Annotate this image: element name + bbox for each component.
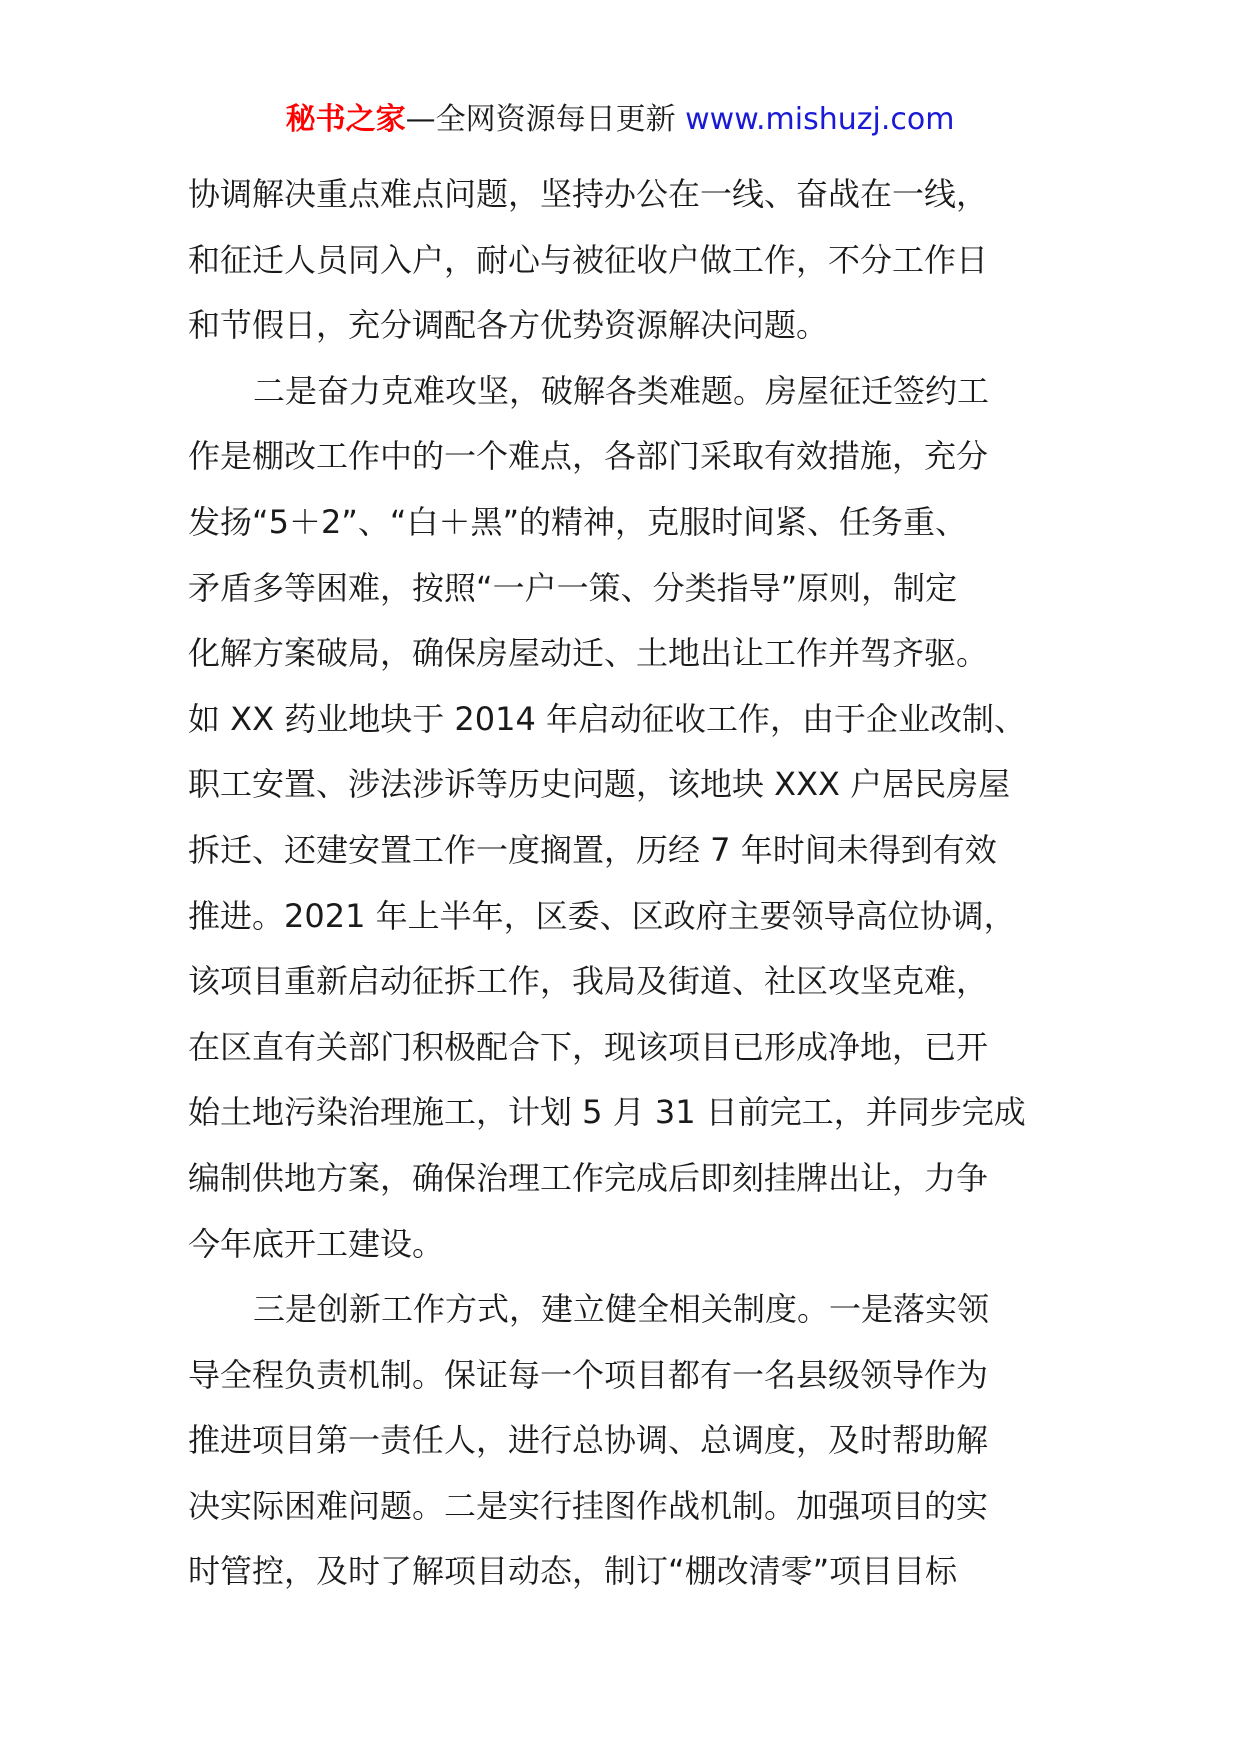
text-line: 发扬“5＋2”、“白＋黑”的精神，克服时间紧、任务重、: [188, 502, 968, 541]
text-line: 和节假日，充分调配各方优势资源解决问题。: [188, 306, 829, 345]
page-header: [0, 98, 1240, 142]
brand-name: 秘书之家: [285, 102, 406, 137]
text-line: 协调解决重点难点问题，坚持办公在一线、奋战在一线，: [188, 175, 989, 213]
text-line: 拆迁、还建安置工作一度搁置，历经 7 年时间未得到有效: [188, 830, 997, 869]
text-line: 时管控，及时了解项目动态，制订“棚改清零”项目目标: [188, 1552, 958, 1591]
document-body: [188, 162, 1058, 1605]
text-line: 职工安置、涉法涉诉等历史问题，该地块 XXX 户居民房屋: [188, 765, 1011, 804]
text-line: 化解方案破局，确保房屋动迁、土地出让工作并驾齐驱。: [188, 634, 989, 673]
text-line: 如 XX 药业地块于 2014 年启动征收工作，由于企业改制、: [188, 699, 1026, 738]
text-line: 决实际困难问题。二是实行挂图作战机制。加强项目的实: [188, 1486, 989, 1525]
paragraph-first-line: 二是奋力克难攻坚，破解各类难题。房屋征迁签约工: [253, 371, 990, 410]
text-line: 今年底开工建设。: [188, 1224, 445, 1263]
text-line: 该项目重新启动征拆工作，我局及街道、社区攻坚克难，: [188, 962, 989, 1001]
text-line: 和征迁人员同入户，耐心与被征收户做工作，不分工作日: [188, 240, 989, 279]
text-line: 推进。2021 年上半年，区委、区政府主要领导高位协调，: [188, 896, 1016, 935]
text-line: 在区直有关部门积极配合下，现该项目已形成净地，已开: [188, 1027, 989, 1066]
text-line: 矛盾多等困难，按照“一户一策、分类指导”原则，制定: [188, 568, 958, 607]
website-link[interactable]: www.mishuzj.com: [685, 102, 955, 137]
header-tagline: —全网资源每日更新: [405, 102, 676, 137]
text-line: 导全程负责机制。保证每一个项目都有一名县级领导作为: [188, 1355, 989, 1394]
paragraph-first-line: 三是创新工作方式，建立健全相关制度。一是落实领: [253, 1290, 990, 1329]
text-line: 推进项目第一责任人，进行总协调、总调度，及时帮助解: [188, 1421, 989, 1460]
text-line: 作是棚改工作中的一个难点，各部门采取有效措施，充分: [188, 437, 989, 476]
text-line: 编制供地方案，确保治理工作完成后即刻挂牌出让，力争: [188, 1158, 989, 1197]
text-line: 始土地污染治理施工，计划 5 月 31 日前完工，并同步完成: [188, 1093, 1026, 1132]
